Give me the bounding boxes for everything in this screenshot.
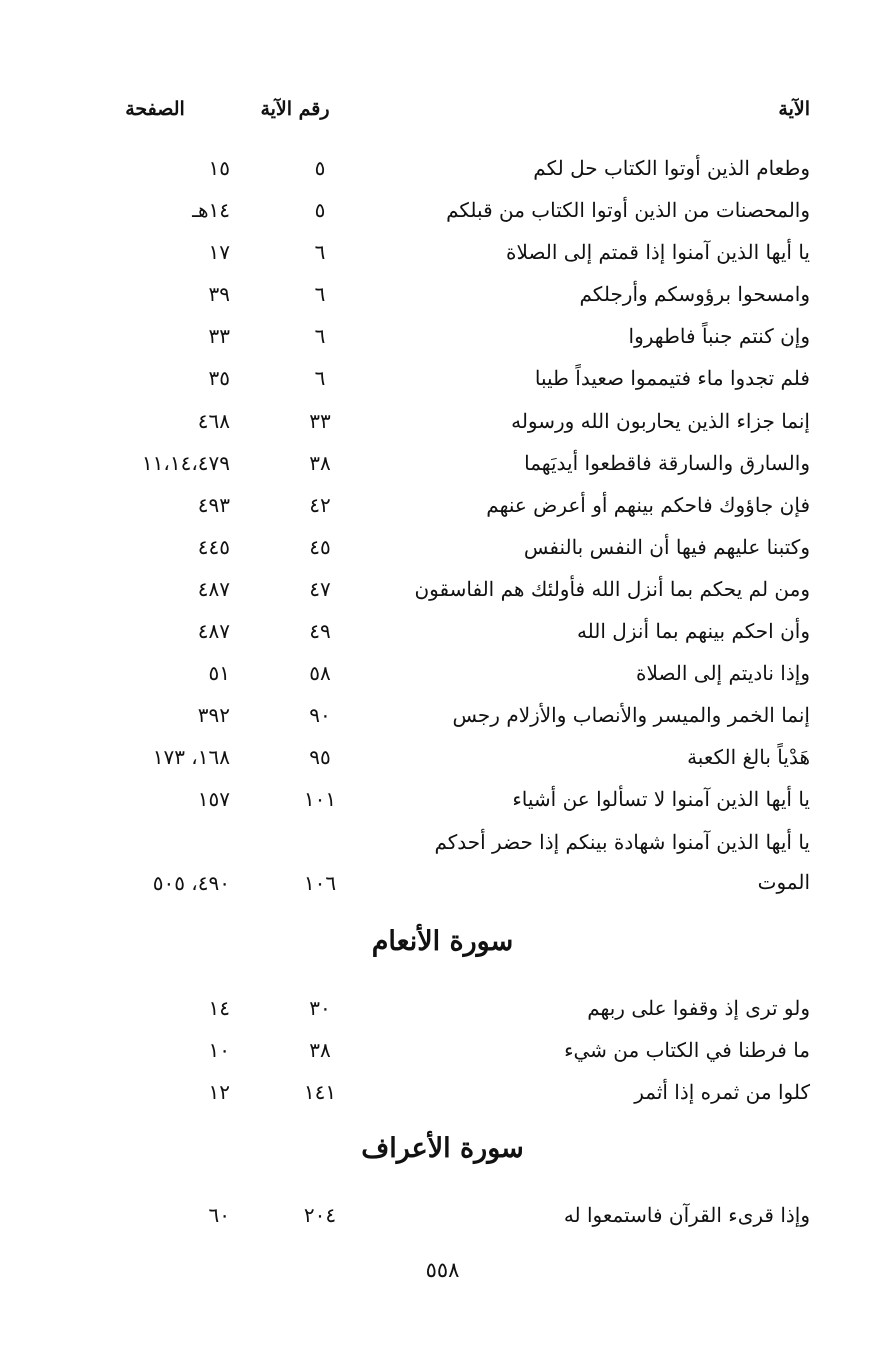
table-row [0, 652, 885, 694]
table-row [0, 484, 885, 526]
verse-number: ٦ [314, 324, 326, 348]
page-ref: ١٢ [208, 1080, 230, 1104]
verse-number: ٤٧ [309, 577, 331, 601]
table-row [0, 526, 885, 568]
verse-text: وامسحوا برؤوسكم وأرجلكم [579, 282, 810, 306]
verse-number: ٣٨ [309, 451, 331, 475]
table-row [0, 231, 885, 273]
page-ref: ١٧ [208, 240, 230, 264]
table-row [0, 273, 885, 315]
verse-number: ٤٢ [309, 493, 331, 517]
table-row [0, 778, 885, 820]
page-ref: ٣٥ [208, 366, 230, 390]
table-row [0, 357, 885, 399]
column-headers [0, 88, 885, 130]
table-row [0, 315, 885, 357]
verse-number: ١٤١ [303, 1080, 337, 1104]
header-verse-number: رقم الآية [260, 98, 330, 120]
page-ref: ٣٩ [208, 282, 230, 306]
header-verse: الآية [778, 98, 810, 120]
page-ref: ١٥٧ [197, 787, 230, 811]
verse-number: ١٠١ [303, 787, 337, 811]
table-row [0, 694, 885, 736]
page-ref: ٤٩٠، ٥٠٥ [152, 871, 230, 895]
verse-number: ١٠٦ [303, 871, 337, 895]
verse-text-line: الموت [757, 870, 810, 894]
verse-text: فلم تجدوا ماء فتيمموا صعيداً طيبا [534, 366, 810, 390]
page-number: ٥٥٨ [425, 1258, 460, 1282]
verse-number: ٥ [314, 156, 326, 180]
page-ref: ٣٣ [208, 324, 230, 348]
page-ref: ١٤ [208, 996, 230, 1020]
verse-number: ٥٨ [309, 661, 331, 685]
page-ref: ١٦٨، ١٧٣ [152, 745, 230, 769]
verse-text: والمحصنات من الذين أوتوا الكتاب من قبلكم [446, 198, 810, 222]
table-row [0, 1071, 885, 1113]
verse-text: وكتبنا عليهم فيها أن النفس بالنفس [523, 535, 810, 559]
page-ref: ٦٠ [208, 1203, 230, 1227]
page-ref: ١٠ [208, 1038, 230, 1062]
verse-number: ٦ [314, 240, 326, 264]
page-ref: ١٥ [208, 156, 230, 180]
verse-text: يا أيها الذين آمنوا إذا قمتم إلى الصلاة [506, 240, 810, 264]
page-ref: ٤٦٨ [197, 409, 230, 433]
verse-text: يا أيها الذين آمنوا لا تسألوا عن أشياء [512, 787, 810, 811]
verse-text: وإن كنتم جنباً فاطهروا [628, 324, 810, 348]
verse-text: والسارق والسارقة فاقطعوا أيديَهما [524, 451, 810, 475]
table-row [0, 442, 885, 484]
table-row [0, 568, 885, 610]
table-row [0, 1194, 885, 1236]
verse-text: إنما الخمر والميسر والأنصاب والأزلام رجس [452, 703, 810, 727]
verse-text: وإذا قرىء القرآن فاستمعوا له [563, 1203, 810, 1227]
verse-text: وطعام الذين أوتوا الكتاب حل لكم [533, 156, 810, 180]
verse-number: ٦ [314, 366, 326, 390]
page-ref: ١٤هـ [192, 198, 230, 222]
verse-number: ٩٠ [309, 703, 331, 727]
verse-number: ٣٠ [309, 996, 331, 1020]
table-row [0, 1029, 885, 1071]
verse-text: كلوا من ثمره إذا أثمر [634, 1080, 810, 1104]
verse-number: ٤٩ [309, 619, 331, 643]
verse-text: إنما جزاء الذين يحاربون الله ورسوله [511, 409, 810, 433]
table-row [0, 189, 885, 231]
table-row [0, 736, 885, 778]
verse-text: هَدْياً بالغ الكعبة [687, 745, 810, 769]
verse-number: ٩٥ [309, 745, 331, 769]
page-ref: ٤٨٧ [197, 577, 230, 601]
verse-text-line: يا أيها الذين آمنوا شهادة بينكم إذا حضر أحدكم [434, 830, 810, 854]
section-title: سورة الأعراف [361, 1133, 524, 1164]
verse-number: ٦ [314, 282, 326, 306]
table-row [0, 862, 885, 904]
page-ref: ٤٩٣ [197, 493, 230, 517]
verse-number: ٤٥ [309, 535, 331, 559]
table-row [0, 147, 885, 189]
table-row [0, 400, 885, 442]
verse-text: وإذا ناديتم إلى الصلاة [636, 661, 810, 685]
verse-number: ٥ [314, 198, 326, 222]
table-row [0, 610, 885, 652]
verse-text: ولو ترى إذ وقفوا على ربهم [587, 996, 810, 1020]
verse-text: ومن لم يحكم بما أنزل الله فأولئك هم الفاسقون [414, 577, 810, 601]
section-title: سورة الأنعام [371, 926, 514, 957]
header-page: الصفحة [125, 98, 185, 120]
table-row [0, 987, 885, 1029]
verse-number: ٣٨ [309, 1038, 331, 1062]
page-ref: ٥١ [208, 661, 230, 685]
page-ref: ٣٩٢ [197, 703, 230, 727]
verse-number: ٣٣ [309, 409, 331, 433]
page-ref: ٤٨٧ [197, 619, 230, 643]
page-ref: ١١،١٤،٤٧٩ [141, 451, 230, 475]
verse-text: فإن جاؤوك فاحكم بينهم أو أعرض عنهم [486, 493, 810, 517]
verse-text: وأن احكم بينهم بما أنزل الله [576, 619, 810, 643]
verse-number: ٢٠٤ [303, 1203, 337, 1227]
verse-text: ما فرطنا في الكتاب من شيء [564, 1038, 810, 1062]
page-ref: ٤٤٥ [197, 535, 230, 559]
